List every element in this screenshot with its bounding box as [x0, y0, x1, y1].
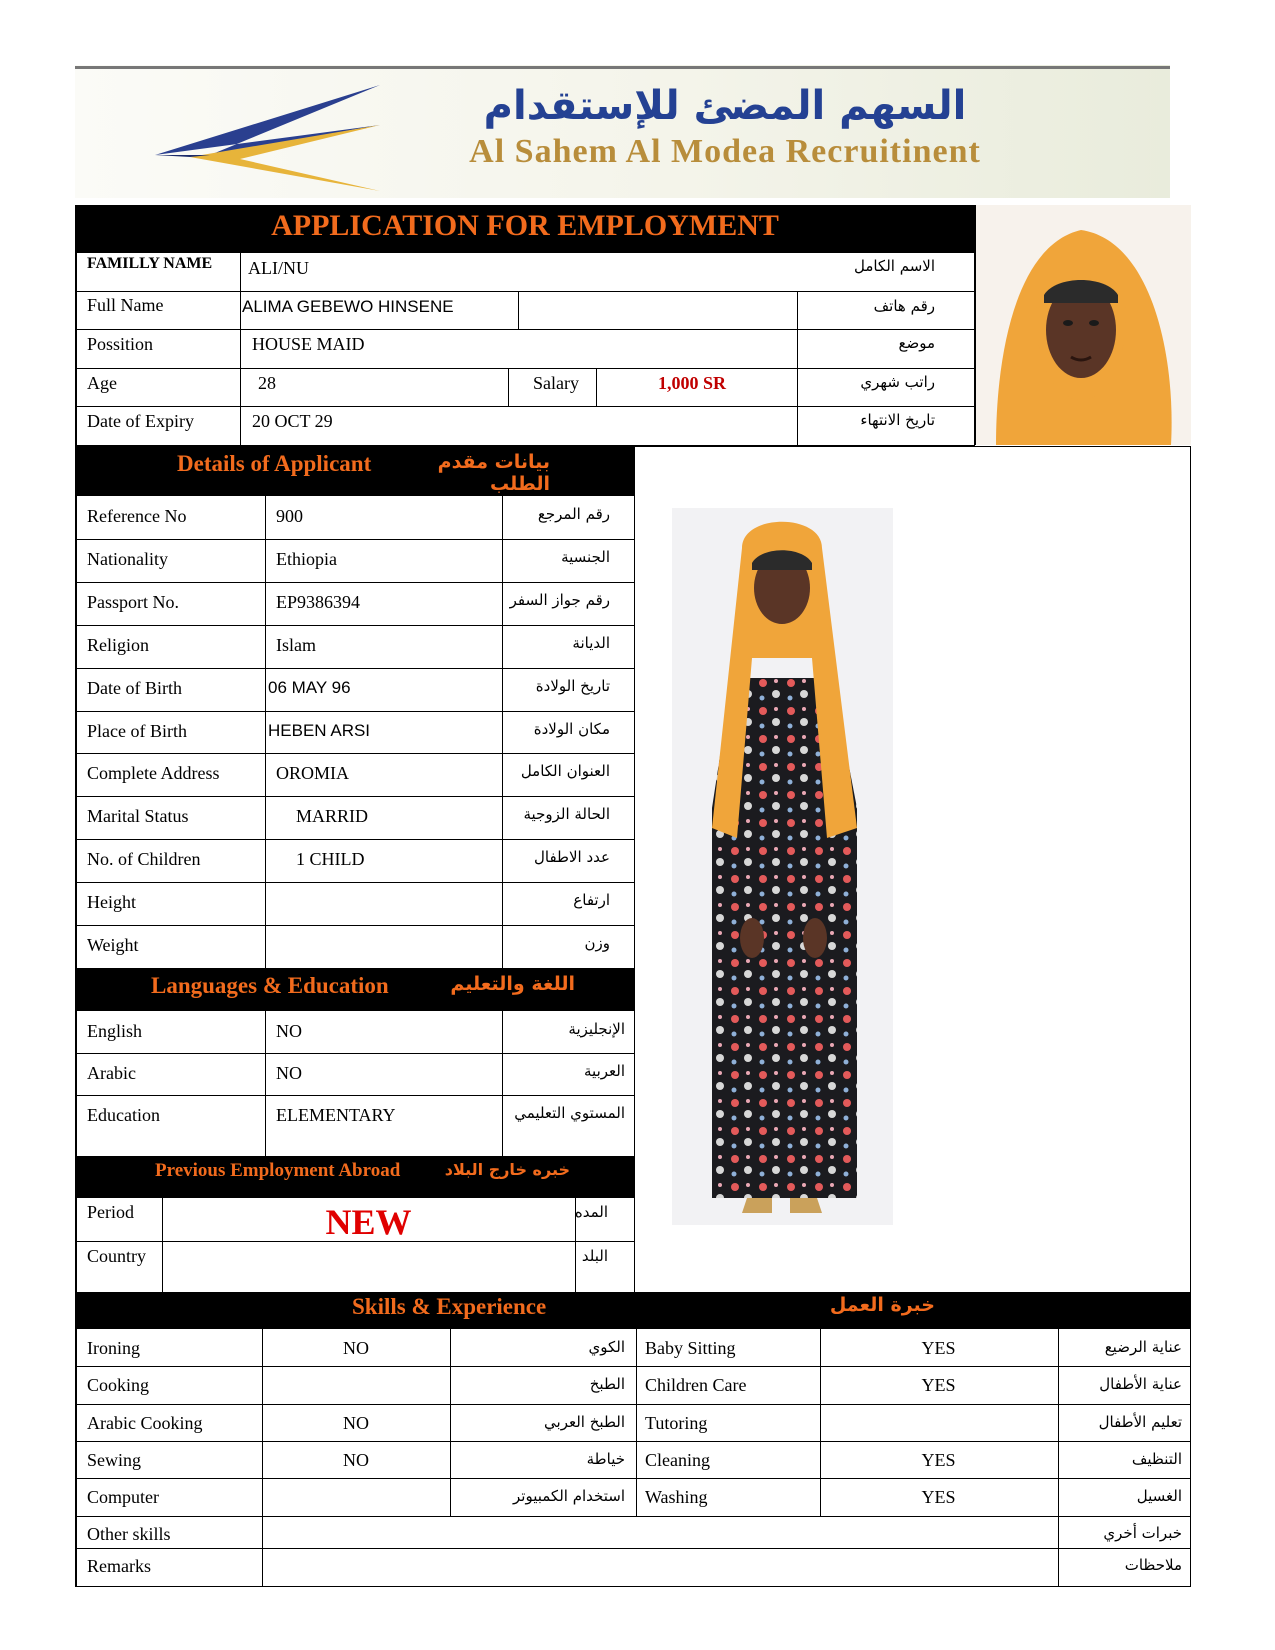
details-row-value: EP9386394: [276, 591, 361, 612]
details-row-label: Passport No.: [87, 591, 180, 612]
passport-photo: [976, 205, 1191, 445]
full-name-label: Full Name: [87, 295, 164, 315]
other-skills-label: Other skills: [87, 1523, 171, 1544]
company-name-arabic: السهم المضئ للإستقدام: [483, 83, 967, 129]
details-row-label: Height: [87, 892, 136, 913]
skill-left-arabic: الطبخ العربي: [544, 1412, 625, 1431]
company-logo-banner: [75, 65, 1170, 198]
period-arabic: المده: [574, 1203, 608, 1221]
details-row-label: Date of Birth: [87, 677, 182, 698]
skill-right-value: YES: [921, 1338, 956, 1358]
languages-row-label: Arabic: [87, 1063, 136, 1083]
details-row-value: 900: [276, 506, 303, 526]
details-row-label: Marital Status: [87, 806, 189, 827]
details-row-arabic: العنوان الكامل: [520, 762, 610, 781]
details-row-arabic: تاريخ الولادة: [535, 676, 610, 695]
previous-employment-title-en: Previous Employment Abroad: [155, 1160, 401, 1181]
form-title: APPLICATION FOR EMPLOYMENT: [271, 209, 779, 242]
skill-right-label: Tutoring: [645, 1412, 708, 1433]
salary-value: 1,000 SR: [658, 373, 727, 393]
age-value: 28: [258, 373, 276, 393]
skill-right-value: YES: [921, 1487, 956, 1508]
remarks-label: Remarks: [87, 1555, 151, 1576]
details-row-value: Islam: [276, 634, 316, 655]
arrow-logo-icon: [150, 83, 380, 193]
skill-left-label: Cooking: [87, 1375, 150, 1396]
position-arabic: موضع: [898, 334, 935, 352]
languages-row-value: NO: [276, 1021, 302, 1041]
skill-left-arabic: الطبخ: [589, 1375, 625, 1394]
skill-left-label: Computer: [87, 1487, 159, 1508]
skill-right-arabic: الغسيل: [1136, 1487, 1182, 1506]
skill-left-label: Sewing: [87, 1449, 141, 1470]
country-arabic: البلد: [581, 1247, 608, 1265]
skill-left-label: Ironing: [87, 1338, 140, 1358]
details-row-arabic: وزن: [584, 934, 610, 952]
salary-arabic: راتب شهري: [860, 373, 935, 391]
period-value: NEW: [325, 1202, 412, 1242]
age-label: Age: [87, 373, 117, 393]
languages-row-value: NO: [276, 1063, 302, 1083]
languages-title-ar: اللغة والتعليم: [450, 973, 575, 995]
skill-right-label: Cleaning: [645, 1449, 710, 1470]
details-row-arabic: ارتفاع: [573, 891, 610, 910]
skill-right-arabic: تعليم الأطفال: [1098, 1412, 1182, 1431]
position-value: HOUSE MAID: [252, 334, 365, 354]
skill-left-value: NO: [343, 1449, 369, 1470]
skills-title-en: Skills & Experience: [352, 1294, 547, 1319]
expiry-value: 20 OCT 29: [252, 411, 333, 431]
details-row-arabic: الحالة الزوجية: [523, 805, 610, 824]
details-row-label: Place of Birth: [87, 720, 187, 741]
details-row-label: Nationality: [87, 548, 168, 569]
languages-row-label: Education: [87, 1105, 160, 1125]
skill-right-arabic: عناية الرضيع: [1104, 1338, 1182, 1356]
previous-employment-title-ar: خبره خارج البلاد: [444, 1160, 570, 1179]
details-row-value: Ethiopia: [276, 548, 337, 569]
details-title-en: Details of Applicant: [177, 451, 372, 476]
details-row-arabic: الجنسية: [561, 547, 610, 566]
banner-top-rule: [75, 66, 1170, 69]
skill-right-value: YES: [921, 1375, 956, 1396]
details-row-label: Religion: [87, 634, 149, 655]
skill-left-arabic: خياطة: [586, 1449, 625, 1468]
family-name-arabic: الاسم الكامل: [853, 257, 935, 275]
country-label: Country: [87, 1246, 147, 1266]
skill-right-label: Washing: [645, 1487, 708, 1508]
details-row-label: Complete Address: [87, 763, 220, 784]
languages-row-arabic: المستوي التعليمي: [514, 1104, 625, 1122]
skill-right-arabic: عناية الأطفال: [1099, 1375, 1182, 1394]
details-row-arabic: رقم جواز السفر: [509, 590, 610, 609]
skill-left-value: NO: [343, 1412, 369, 1433]
skill-right-label: Baby Sitting: [645, 1338, 736, 1358]
phone-arabic-label: رقم هاتف: [873, 297, 935, 315]
details-row-value: 1 CHILD: [296, 849, 365, 870]
skills-title-ar: خبرة العمل: [829, 1294, 935, 1316]
details-row-label: No. of Children: [87, 849, 201, 870]
family-name-label: FAMILLY NAME: [87, 255, 213, 272]
full-body-photo: [672, 508, 893, 1225]
skills-band: [75, 1292, 1191, 1329]
details-row-value: HEBEN ARSI: [268, 720, 371, 740]
details-row-label: Reference No: [87, 506, 187, 526]
expiry-label: Date of Expiry: [87, 411, 194, 431]
languages-row-arabic: العربية: [584, 1062, 625, 1080]
details-row-arabic: مكان الولادة: [533, 719, 610, 738]
languages-row-arabic: الإنجليزية: [568, 1020, 625, 1038]
details-row-arabic: رقم المرجع: [537, 505, 610, 523]
skill-right-label: Children Care: [645, 1375, 747, 1396]
languages-title-en: Languages & Education: [151, 973, 389, 998]
details-row-value: 06 MAY 96: [268, 677, 351, 697]
full-name-value: ALIMA GEBEWO HINSENE: [242, 297, 454, 316]
details-title-ar: بيانات مقدم الطلب: [437, 451, 550, 495]
other-skills-arabic: خبرات أخري: [1103, 1523, 1182, 1542]
details-row-arabic: عدد الاطفال: [534, 848, 610, 867]
family-name-value: ALI/NU: [248, 258, 309, 278]
skill-left-arabic: الكوي: [588, 1338, 625, 1356]
expiry-arabic: تاريخ الانتهاء: [860, 411, 935, 429]
languages-row-label: English: [87, 1021, 143, 1041]
details-row-value: OROMIA: [276, 763, 350, 784]
skill-right-arabic: التنظيف: [1131, 1449, 1182, 1468]
period-label: Period: [87, 1202, 134, 1222]
languages-row-value: ELEMENTARY: [276, 1105, 396, 1125]
position-label: Possition: [87, 334, 154, 354]
details-row-value: MARRID: [296, 806, 369, 827]
skill-left-arabic: استخدام الكمبيوتر: [513, 1487, 625, 1506]
skill-right-value: YES: [921, 1449, 956, 1470]
details-row-label: Weight: [87, 935, 139, 955]
remarks-arabic: ملاحظات: [1124, 1555, 1182, 1574]
salary-label: Salary: [533, 373, 579, 393]
skill-left-label: Arabic Cooking: [87, 1412, 203, 1433]
company-name-english: Al Sahem Al Modea Recruitinent: [469, 133, 981, 170]
skill-left-value: NO: [343, 1338, 369, 1358]
details-row-arabic: الديانة: [572, 633, 610, 652]
